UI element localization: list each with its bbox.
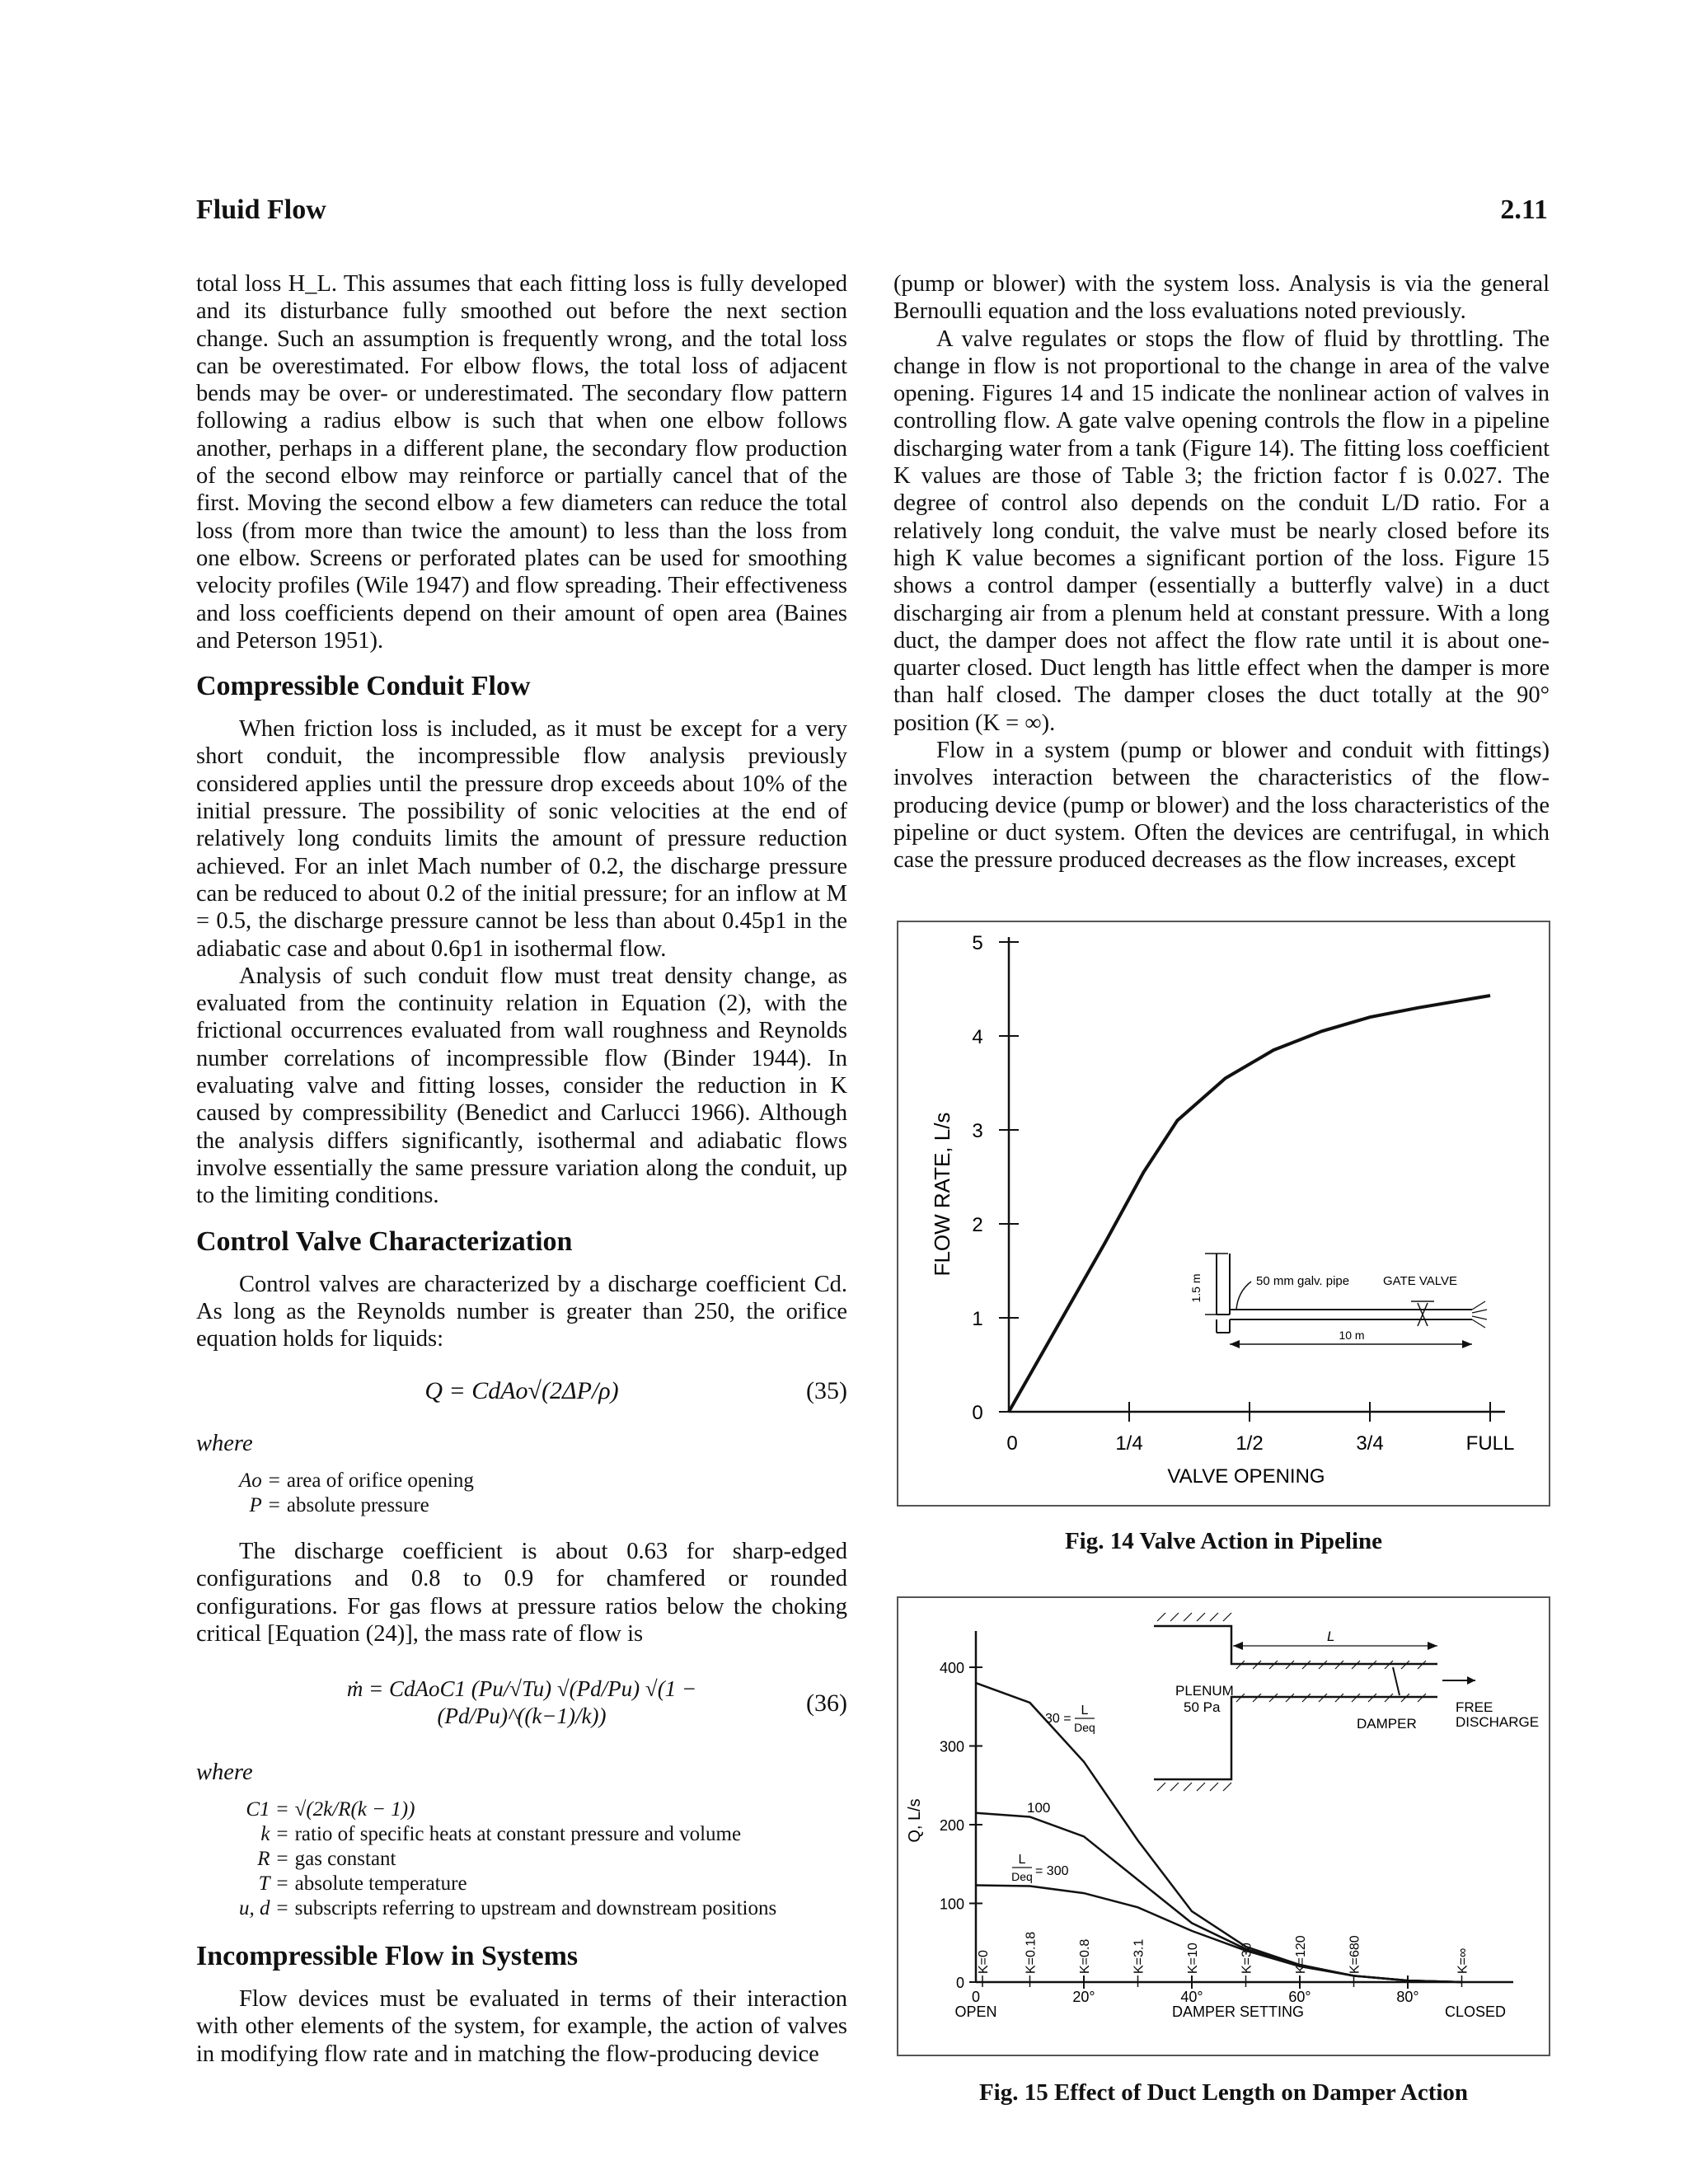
fig14-y-axis-label: FLOW RATE, L/s [930, 1112, 954, 1277]
fig15-inset-discharge-label-2: DISCHARGE [1456, 1714, 1540, 1730]
fig14-chart [898, 922, 1549, 1505]
fig15-x-tick-label: 0 [971, 1989, 981, 2005]
fig14-y-tick-label: 1 [972, 1308, 983, 1330]
equation-number: (35) [806, 1377, 847, 1405]
page-number: 2.11 [1500, 194, 1548, 225]
equation-35 [196, 1377, 847, 1404]
fig15-k-label: K=680 [1348, 1935, 1362, 1974]
fig14-x-tick-label: 3/4 [1356, 1432, 1384, 1455]
fig15-y-tick-label: 300 [939, 1738, 964, 1755]
fig15-y-tick-label: 200 [939, 1817, 964, 1834]
fig15-k-label: K=0.18 [1024, 1931, 1039, 1974]
paragraph: The discharge coefficient is about 0.63 for sharp-edged configurations and 0.8 to 0.9 for chamfered or rounded configurations. For gas flows at pressure ratios below the choking critical [Equation (24)], the mass rate of flow is [196, 1538, 847, 1647]
figure-14-caption: Fig. 14 Valve Action in Pipeline [1064, 1528, 1383, 1554]
paragraph: Flow in a system (pump or blower and conduit with fittings) involves interaction between the characteristics of the flow-producing device (pump or blower) and the loss characteristics of the pipeline or duct system. Often the devices are centrifugal, in which case the pressure produced decreases as the flow increases, except [893, 738, 1550, 874]
definition-row: T = absolute temperature [236, 1872, 780, 1896]
fig15-x-open-label: OPEN [954, 2004, 997, 2020]
figure-14 [897, 921, 1550, 1507]
definition-symbol: Ao [239, 1469, 262, 1492]
definitions-list [236, 1797, 780, 1921]
fig15-x-tick-label: 60° [1288, 1989, 1311, 2005]
fig15-curve-label-300: = 300 [1035, 1864, 1069, 1878]
fig15-x-closed-label: CLOSED [1444, 2004, 1507, 2020]
paragraph: A valve regulates or stops the flow of fluid by throttling. The change in flow is not proportional to the change in area of the valve opening. Figures 14 and 15 indicate the nonlinear action of valves in controlling flow. A gate valve opening controls the flow in a pipeline discharging water from a tank (Figure 14). The fitting loss coefficient K values are those of Table 3; the friction factor f is 0.027. The degree of control also depends on the conduit L/D ratio. For a relatively long conduit, the valve must be nearly closed before its high K value becomes a significant portion of the loss. Figure 15 shows a control damper (essentially a butterfly valve) in a duct discharging air from a plenum held at constant pressure. With a long duct, the damper does not affect the flow rate until it is about one-quarter closed. Duct length has little effect when the damper is more than half closed. The damper closes the duct totally at the 90° position (K = ∞). [893, 326, 1550, 736]
fig14-y-tick-label: 2 [972, 1214, 983, 1236]
fig15-k-label: K=0 [977, 1950, 991, 1974]
fig15-inset-schematic [1154, 1613, 1539, 1791]
fig14-inset-pipe-label: 50 mm galv. pipe [1256, 1274, 1350, 1288]
fig15-curve-frac-top-2: L [1018, 1853, 1026, 1867]
definition-row: P = absolute pressure [236, 1493, 477, 1518]
fig15-series-curve [976, 1813, 1462, 1982]
fig14-x-tick-label: 0 [1006, 1432, 1018, 1455]
equation-body: ṁ = CdAoC1 (Pu/√Tu) √(Pd/Pu) √(1 − (Pd/Pu)^((k−1)/k)) [346, 1676, 697, 1729]
definition-row: Ao = area of orifice opening [236, 1469, 477, 1493]
definition-symbol: C1 [246, 1798, 270, 1821]
equation-36 [196, 1675, 847, 1731]
right-column [893, 270, 1550, 874]
paragraph: Control valves are characterized by a discharge coefficient Cd. As long as the Reynolds number is greater than 250, the orifice equation holds for liquids: [196, 1271, 847, 1352]
section-heading: Incompressible Flow in Systems [196, 1941, 579, 1972]
equation-body: Q = CdAo√(2ΔP/ρ) [424, 1377, 619, 1405]
fig15-k-label: K=120 [1294, 1935, 1308, 1974]
definition-row: C1 = √(2k/R(k − 1)) [236, 1797, 780, 1822]
fig15-inset-plenum-label: PLENUM [1175, 1683, 1234, 1699]
definition-text: absolute pressure [286, 1493, 429, 1516]
fig15-y-tick-label: 100 [939, 1896, 964, 1913]
definition-text: √(2k/R(k − 1)) [294, 1798, 415, 1821]
definition-text: area of orifice opening [286, 1469, 474, 1492]
definition-row: u, d = subscripts referring to upstream and downstream positions [236, 1896, 780, 1921]
equation-number: (36) [806, 1689, 847, 1717]
fig14-x-tick-label: 1/2 [1236, 1432, 1264, 1455]
definition-symbol: P [249, 1493, 262, 1516]
fig15-k-label: K=3.1 [1132, 1938, 1146, 1974]
definition-text: subscripts referring to upstream and downstream positions [294, 1897, 777, 1920]
fig14-x-axis-label: VALVE OPENING [1167, 1465, 1325, 1488]
fig14-y-tick-label: 3 [972, 1120, 983, 1142]
figure-15-caption: Fig. 15 Effect of Duct Length on Damper Action [978, 2079, 1469, 2106]
running-header-title: Fluid Flow [196, 194, 326, 225]
fig15-x-tick-label: 80° [1396, 1989, 1419, 2005]
left-column [196, 270, 847, 2068]
paragraph: Flow devices must be evaluated in terms of their interaction with other elements of the system, for example, the action of valves in modifying flow rate and in matching the flow-producing device [196, 1986, 847, 2067]
fig14-x-tick-label: FULL [1465, 1432, 1515, 1455]
fig15-curve-frac-bot-2: Deq [1011, 1870, 1033, 1883]
definition-symbol: T [258, 1872, 270, 1896]
fig15-inset-pressure-label: 50 Pa [1184, 1699, 1221, 1715]
definition-symbol: R [257, 1848, 270, 1871]
definition-text: gas constant [294, 1848, 396, 1871]
fig15-x-tick-label: 40° [1180, 1989, 1203, 2005]
fig15-curve-frac-top: L [1081, 1704, 1089, 1718]
fig14-y-tick-label: 4 [972, 1026, 983, 1048]
figure-15 [897, 1596, 1550, 2056]
fig15-x-tick-label: 20° [1072, 1989, 1095, 2005]
section-heading: Compressible Conduit Flow [196, 671, 531, 702]
fig14-y-tick-label: 0 [972, 1402, 983, 1424]
fig15-k-label: K=0.8 [1078, 1938, 1092, 1974]
fig15-inset-length-label: L [1327, 1629, 1335, 1644]
fig14-inset-schematic [1189, 1254, 1487, 1348]
definition-symbol: u, d [239, 1897, 270, 1920]
fig15-x-axis-label: DAMPER SETTING [1171, 2004, 1305, 2020]
definition-text: ratio of specific heats at constant pressure and volume [294, 1823, 742, 1846]
paragraph: Analysis of such conduit flow must treat density change, as evaluated from the continuity relation in Equation (2), with the frictional occurrences evaluated from wall roughness and Reynolds number correlations of incompressible flow (Binder 1944). In evaluating valve and fitting losses, consider the reduction in K caused by compressibility (Benedict and Carlucci 1966). Although the analysis differs significantly, isothermal and adiabatic flows involve essentially the same pressure variation along the conduit, up to the limiting conditions. [196, 963, 847, 1209]
fig15-k-label: K=10 [1186, 1943, 1200, 1974]
paragraph: total loss H_L. This assumes that each fitting loss is fully developed and its disturbance fully smoothed out before the next section change. Such an assumption is frequently wrong, and the total loss can be overestimated. For elbow flows, the total loss of adjacent bends may be over- or underestimated. The secondary flow pattern following a radius elbow is such that when one elbow follows another, perhaps in a different plane, the secondary flow production of the second elbow may reinforce or partially cancel that of the first. Moving the second elbow a few diameters can reduce the total loss (from more than twice the amount) to less than the loss from one elbow. Screens or perforated plates can be used for smoothing velocity profiles (Wile 1947) and flow spreading. Their effectiveness and loss coefficients depend on their amount of open area (Baines and Peterson 1951). [196, 271, 847, 654]
paragraph: When friction loss is included, as it must be except for a very short conduit, the incompressible flow analysis previously considered applies until the pressure drop exceeds about 10% of the initial pressure. The possibility of sonic velocities at the end of relatively long conduits limits the amount of pressure reduction achieved. For an inlet Mach number of 0.2, the discharge pressure can be reduced to about 0.2 of the initial pressure; for an inflow at M = 0.5, the discharge pressure cannot be less than about 0.45p1 in the adiabatic case and about 0.6p1 in isothermal flow. [196, 716, 847, 962]
definition-row: k = ratio of specific heats at constant pressure and volume [236, 1822, 780, 1847]
fig14-inset-valve-label: GATE VALVE [1383, 1274, 1458, 1288]
definition-text: absolute temperature [294, 1872, 467, 1896]
definitions-list [236, 1469, 477, 1518]
fig14-x-tick-label: 1/4 [1115, 1432, 1143, 1455]
fig15-y-axis-label: Q, L/s [906, 1798, 924, 1843]
definition-symbol: k [260, 1823, 270, 1846]
section-heading: Control Valve Characterization [196, 1226, 573, 1257]
fig15-k-label: K=∞ [1456, 1947, 1470, 1974]
where-label: where [196, 1430, 253, 1456]
fig15-curve-label-30: 30 = [1045, 1712, 1071, 1726]
fig15-series-curve [976, 1886, 1462, 1983]
fig15-curve-frac-bot: Deq [1074, 1721, 1095, 1734]
fig15-inset-damper-label: DAMPER [1357, 1716, 1417, 1732]
fig15-k-label: K=30 [1240, 1943, 1254, 1974]
fig14-flow-curve [1009, 996, 1490, 1412]
where-label: where [196, 1759, 253, 1785]
fig15-inset-discharge-label-1: FREE [1456, 1699, 1493, 1715]
fig15-y-tick-label: 0 [955, 1975, 964, 1991]
fig14-y-tick-label: 5 [972, 932, 983, 954]
paragraph: (pump or blower) with the system loss. Analysis is via the general Bernoulli equation and the loss evaluations noted previously. [893, 271, 1550, 325]
fig14-inset-height-label: 1.5 m [1189, 1273, 1203, 1303]
fig14-inset-length-label: 10 m [1339, 1329, 1365, 1342]
fig15-chart [898, 1598, 1549, 2055]
fig15-y-tick-label: 400 [939, 1660, 964, 1676]
definition-row: R = gas constant [236, 1847, 780, 1872]
fig15-curve-label-100: 100 [1027, 1800, 1051, 1816]
